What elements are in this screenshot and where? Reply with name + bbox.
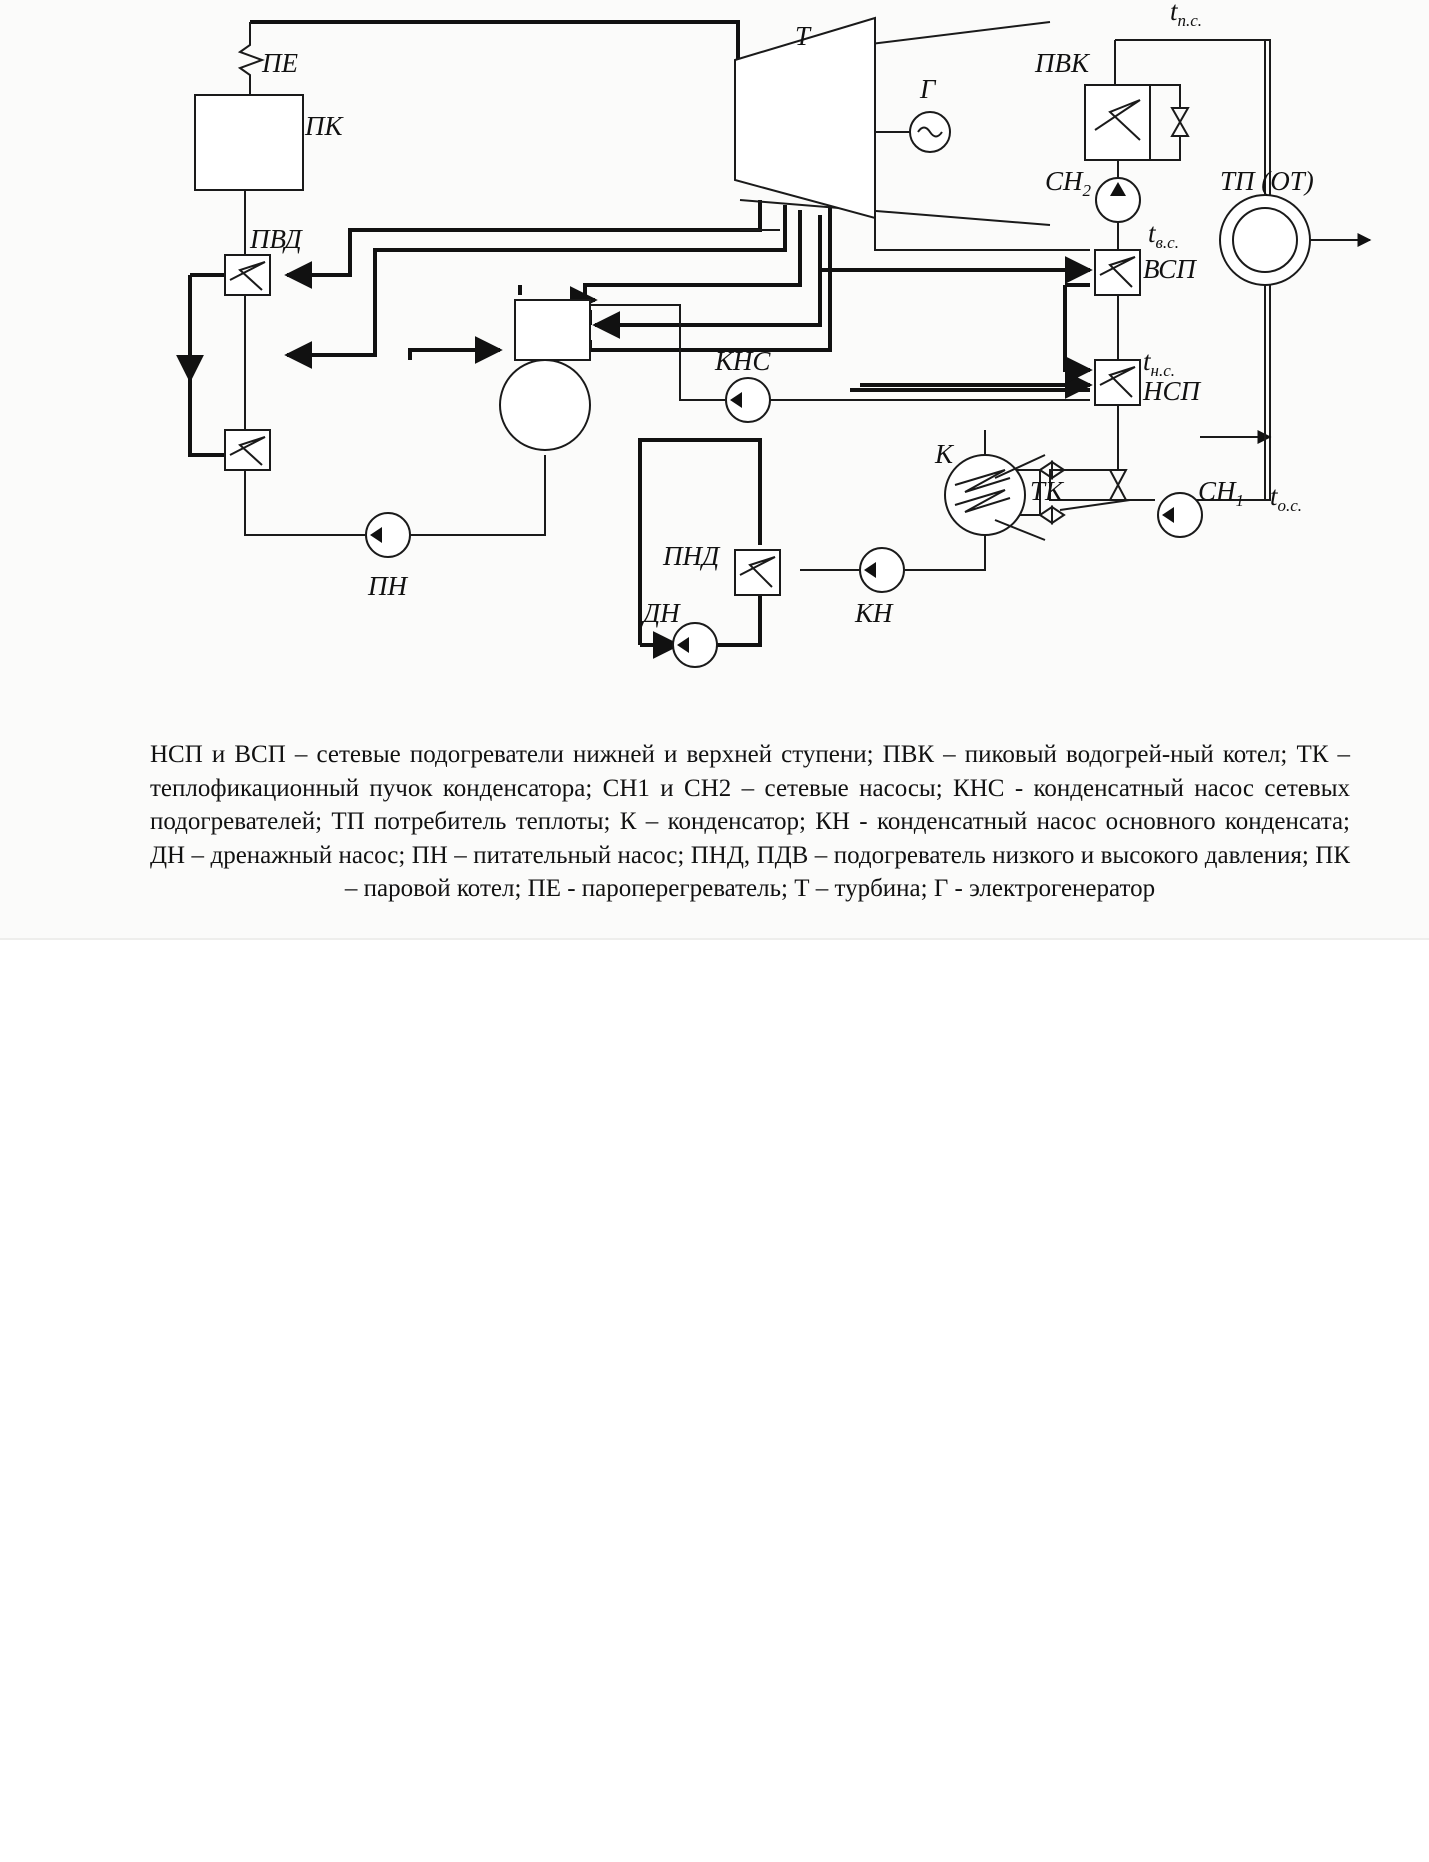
label-t-vs: $t_{в.с.}$ bbox=[1148, 218, 1179, 252]
peak-boiler bbox=[1085, 85, 1150, 160]
label-t-ns: $t_{н.с.}$ bbox=[1143, 346, 1175, 380]
label-pvd: ПВД bbox=[250, 224, 302, 254]
label-generator: Г bbox=[920, 74, 936, 104]
diagram-caption bbox=[150, 738, 1350, 906]
scan-edge bbox=[0, 938, 1429, 940]
label-dn: ДН bbox=[643, 598, 680, 628]
label-sn2: $СН_2$ bbox=[1045, 166, 1092, 200]
deaerator-column bbox=[515, 300, 590, 360]
label-vsp: ВСП bbox=[1143, 254, 1196, 284]
label-tk: ТК bbox=[1030, 476, 1063, 506]
heat-consumer-inner bbox=[1233, 208, 1297, 272]
label-pnd: ПНД bbox=[663, 541, 720, 571]
label-k: К bbox=[935, 439, 953, 469]
boiler-box bbox=[195, 95, 303, 190]
label-pvk: ПВК bbox=[1035, 48, 1089, 78]
thermal-scheme-diagram bbox=[0, 0, 1429, 720]
label-nsp: НСП bbox=[1143, 376, 1201, 406]
deaerator-tank bbox=[500, 360, 590, 450]
label-pe: ПЕ bbox=[262, 48, 298, 78]
hp-heater-upper bbox=[225, 255, 270, 295]
label-sn1: $СН_1$ bbox=[1198, 476, 1245, 510]
label-t-ps: $t_{п.с.}$ bbox=[1170, 0, 1203, 30]
label-kn: КН bbox=[855, 598, 893, 628]
caption-text: НСП и ВСП – сетевые подогреватели нижней и верхней ступени; ПВК – пиковый водогрей-ный котел; ТК – теплофикационный пучок конденсатора; СН1 и СН2 – сетевые насосы; КНС - конденсатный насос сетевых подогревателей; ТП потребитель теплоты; К – конденсатор; КН - конденсатный насос основного конденсата; ДН – дренажный насос; ПН – питательный насос; ПНД, ПДВ – подогреватель низкого и высокого давления; ПК – паровой котел; ПЕ - пароперегреватель; Т – турбина; Г - электрогенератор bbox=[150, 741, 1350, 902]
label-pk: ПК bbox=[305, 111, 343, 141]
hp-heater-lower bbox=[225, 430, 270, 470]
label-t-os: $t_{о.с.}$ bbox=[1270, 481, 1303, 515]
label-pn: ПН bbox=[368, 571, 407, 601]
label-tp-ot: ТП (ОТ) bbox=[1220, 166, 1314, 196]
label-kns: КНС bbox=[715, 346, 771, 376]
label-turbine: Т bbox=[795, 21, 811, 51]
equipment bbox=[195, 18, 1310, 667]
